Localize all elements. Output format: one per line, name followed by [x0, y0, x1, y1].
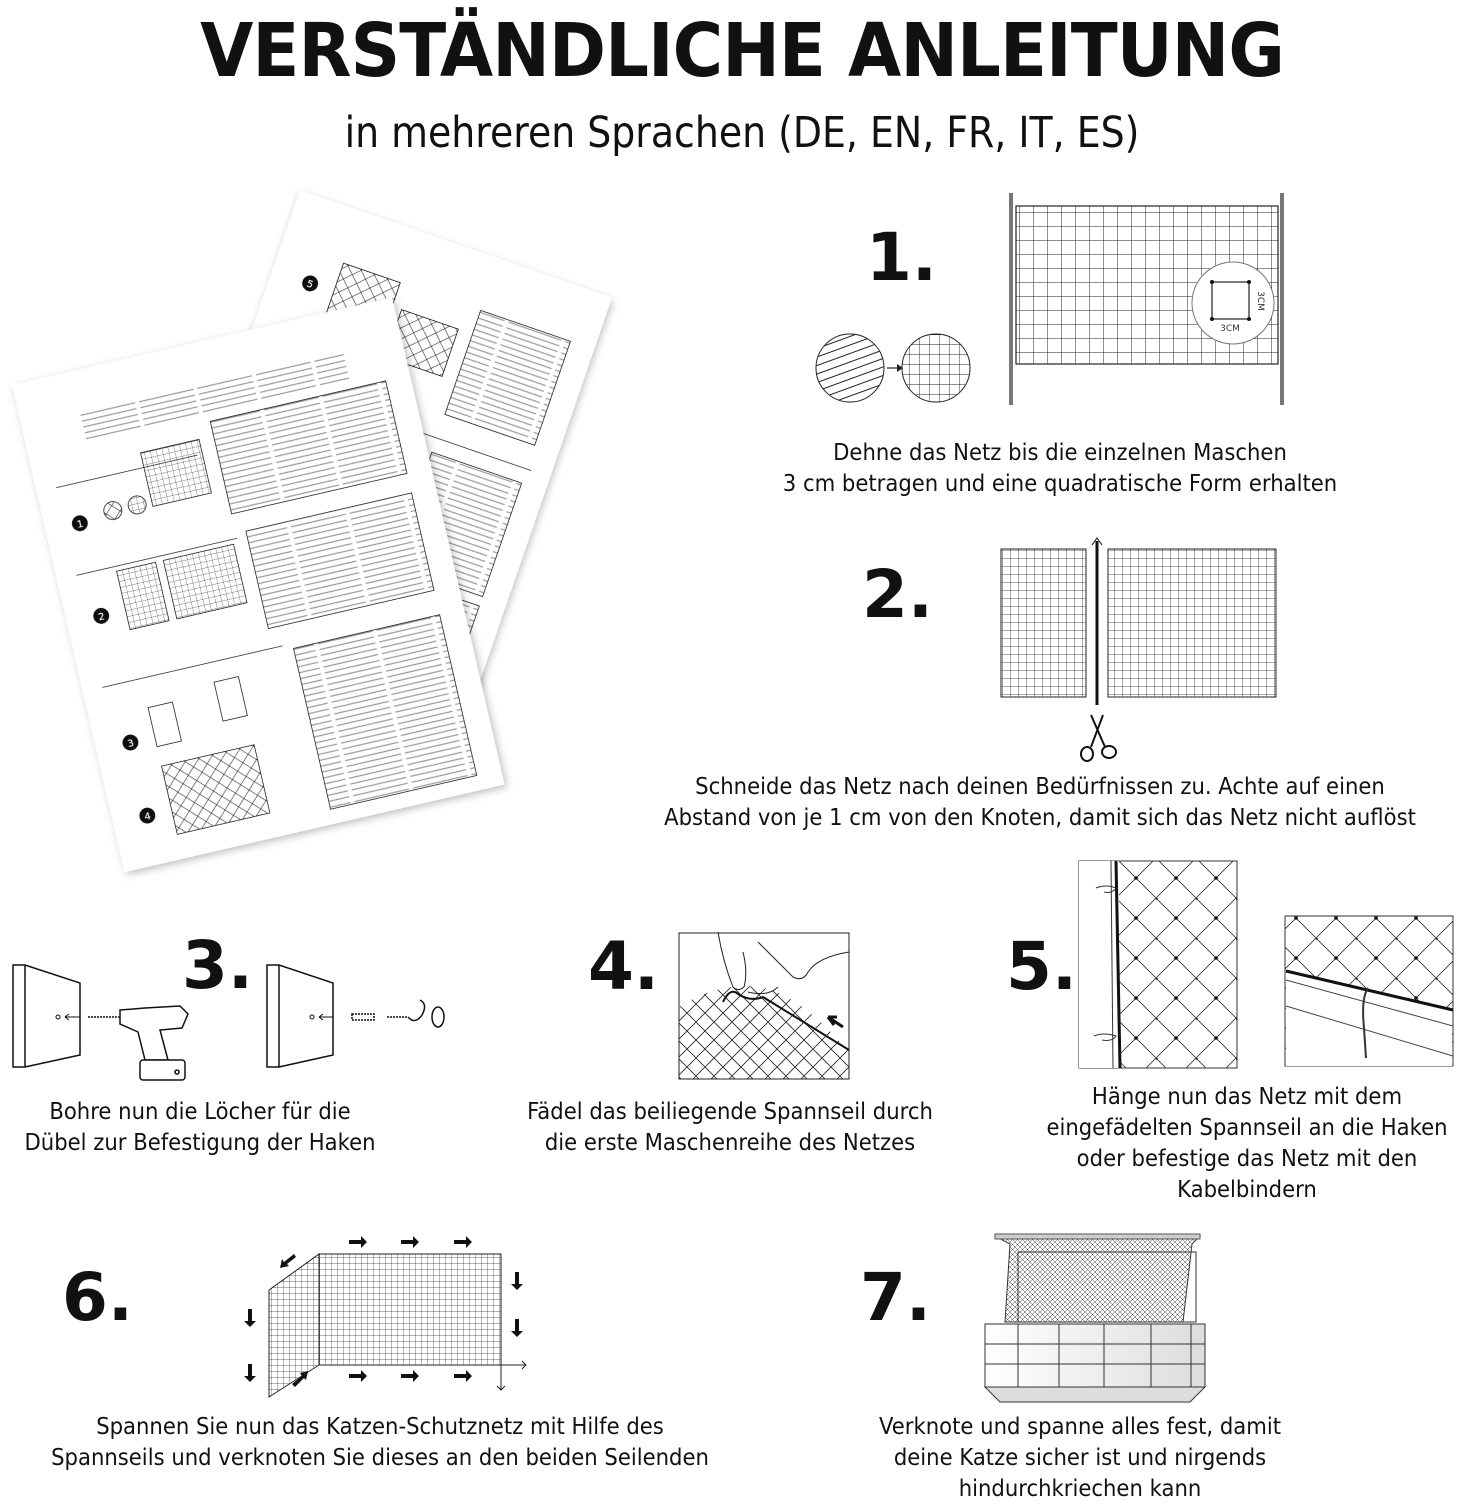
caption-line: Fädel das beiliegende Spannseil durch: [527, 1099, 933, 1125]
height-label: 3CM: [1255, 291, 1265, 311]
caption-line: oder befestige das Netz mit den: [1076, 1146, 1418, 1172]
step-3-drill-hook-icon: [10, 960, 470, 1090]
caption-line: die erste Maschenreihe des Netzes: [544, 1130, 916, 1156]
page-title: VERSTÄNDLICHE ANLEITUNG: [200, 8, 1284, 94]
caption-line: hindurchkriechen kann: [958, 1476, 1202, 1502]
step-6-tension-net-icon: [236, 1222, 526, 1402]
page-marker-1-label: 1: [75, 518, 85, 531]
caption-line: eingefädelten Spannseil an die Haken: [1046, 1115, 1448, 1141]
instruction-sheets-icon: [0, 180, 640, 880]
step-4-caption: [509, 1097, 951, 1159]
step-4-number: 4.: [588, 928, 659, 1005]
step-2-number: 2.: [862, 556, 933, 633]
step-1-number: 1.: [866, 219, 937, 296]
step-6-caption: [30, 1412, 729, 1474]
caption-line: Spannseils und verknoten Sie dieses an den beiden Seilenden: [51, 1445, 709, 1471]
step-2-caption: [626, 772, 1454, 834]
step-3-number: 3.: [182, 927, 253, 1004]
step-3-caption: [16, 1097, 384, 1159]
caption-line: Schneide das Netz nach deinen Bedürfnissen zu. Achte auf einen: [695, 774, 1385, 800]
caption-line: 3 cm betragen und eine quadratische Form erhalten: [782, 471, 1338, 497]
caption-line: Dehne das Netz bis die einzelnen Maschen: [833, 440, 1287, 466]
caption-line: Abstand von je 1 cm von den Knoten, damit sich das Netz nicht auflöst: [664, 805, 1416, 831]
step-5-hang-net-icon: [1076, 858, 1466, 1073]
page-marker-3-label: 3: [126, 737, 136, 751]
caption-line: Spannen Sie nun das Katzen-Schutznetz mit Hilfe des: [96, 1414, 664, 1440]
hook-icon: [352, 1000, 444, 1027]
step-1-stretched-net-icon: [810, 185, 1290, 415]
drill-icon: [88, 1006, 188, 1080]
caption-line: Hänge nun das Netz mit dem: [1091, 1084, 1403, 1110]
step-5-number: 5.: [1006, 928, 1077, 1005]
page-marker-5-label: 5: [304, 278, 315, 292]
caption-line: Bohre nun die Löcher für die: [49, 1099, 351, 1125]
step-2-cut-net-icon: [995, 535, 1285, 770]
step-1-caption: [729, 438, 1391, 500]
caption-line: Verknote und spanne alles fest, damit: [878, 1414, 1282, 1440]
width-label: 3CM: [1220, 324, 1240, 334]
step-7-number: 7.: [860, 1259, 931, 1336]
step-6-number: 6.: [62, 1259, 133, 1336]
step-7-balcony-net-icon: [980, 1232, 1210, 1407]
scissors-icon: [1081, 715, 1116, 761]
page-marker-4-label: 4: [143, 810, 153, 824]
caption-line: deine Katze sicher ist und nirgends: [893, 1445, 1267, 1471]
caption-line: Kabelbindern: [1177, 1177, 1317, 1203]
step-4-thread-rope-icon: [678, 932, 853, 1082]
page-marker-2-label: 2: [97, 611, 106, 624]
step-7-caption: [841, 1412, 1319, 1505]
step-5-caption: [1029, 1082, 1465, 1206]
caption-line: Dübel zur Befestigung der Haken: [24, 1130, 376, 1156]
page-subtitle: in mehreren Sprachen (DE, EN, FR, IT, ES): [344, 108, 1140, 158]
tangled-net-circle: [816, 334, 884, 402]
stretched-net-circle: [902, 334, 970, 402]
